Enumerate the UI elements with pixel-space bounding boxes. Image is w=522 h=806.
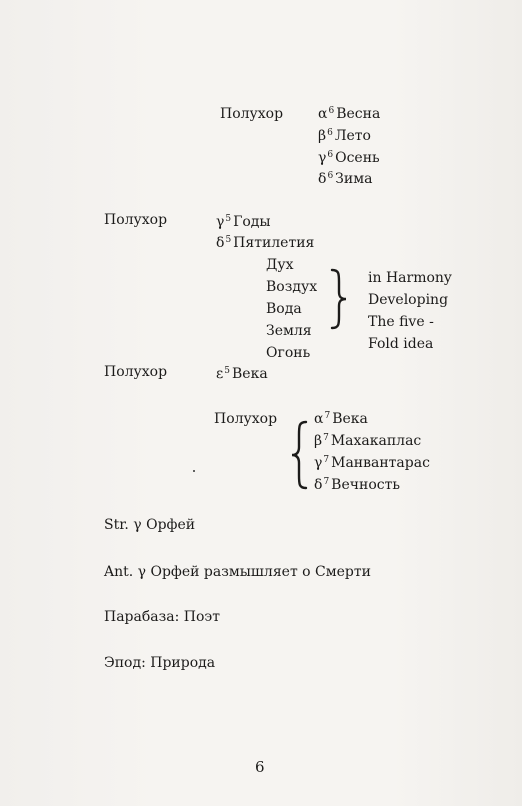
- harmony-note-line-1: in Harmony: [368, 270, 452, 286]
- stanza2-line-2: $\delta^5$ Пятилетия: [216, 235, 315, 251]
- stanza2-line-1: $\gamma^5$ Годы: [216, 214, 271, 230]
- section-epode: Эпод: Природа: [104, 655, 216, 671]
- section-strophe: Str. γ Орфей: [104, 517, 196, 533]
- stanza4-line-2: $\beta^7$ Махакаплас: [314, 433, 422, 449]
- stanza4-line-4: $\delta^7$ Вечность: [314, 477, 400, 493]
- page-number: 6: [255, 758, 265, 776]
- harmony-note-line-3: The five -: [368, 314, 434, 330]
- stanza1-line-3: $\gamma^6$ Осень: [318, 150, 380, 166]
- stanza4-line-1: $\alpha^7$ Века: [314, 411, 368, 427]
- stanza4-line-3: $\gamma^7$ Манвантарас: [314, 455, 430, 471]
- element-fire: Огонь: [266, 345, 311, 361]
- stanza3-label: Полухор: [104, 364, 168, 380]
- element-earth: Земля: [266, 323, 312, 339]
- stanza3-line: $\varepsilon^5$ Века: [216, 366, 268, 382]
- right-brace-icon: [329, 268, 349, 330]
- harmony-note-line-2: Developing: [368, 292, 449, 308]
- stray-dot: [193, 470, 195, 472]
- section-antistrophe: Ant. γ Орфей размышляет о Смерти: [104, 564, 371, 580]
- element-water: Вода: [266, 301, 302, 317]
- stanza1-line-4: $\delta^6$ Зима: [318, 171, 373, 187]
- element-air: Воздух: [266, 279, 318, 295]
- harmony-note-line-4: Fold idea: [368, 336, 434, 352]
- stanza1-line-1: $\alpha^6$ Весна: [318, 106, 381, 122]
- element-spirit: Дух: [266, 257, 294, 273]
- stanza1-label: Полухор: [220, 106, 284, 122]
- left-brace-icon: [289, 420, 309, 490]
- stanza2-label: Полухор: [104, 212, 168, 228]
- section-parabasis: Парабаза: Поэт: [104, 609, 221, 625]
- stanza1-line-2: $\beta^6$ Лето: [318, 128, 371, 144]
- stanza4-label: Полухор: [214, 411, 278, 427]
